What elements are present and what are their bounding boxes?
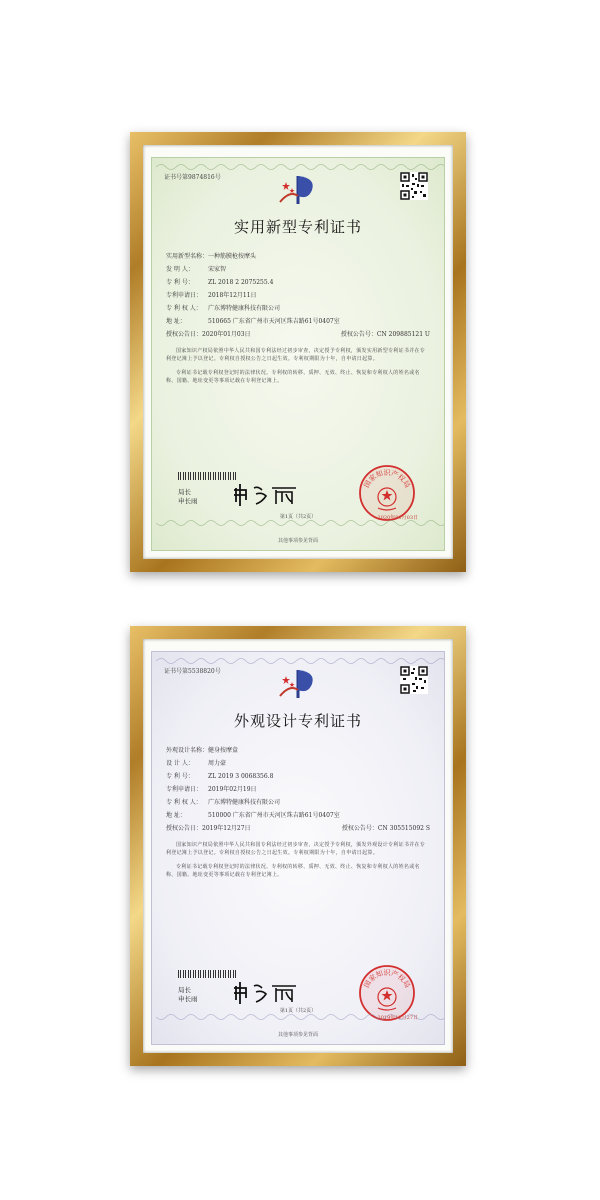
certificate-mat: [143, 145, 453, 559]
field-label: 设 计 人：: [166, 760, 194, 767]
field-value: 宋家智: [208, 266, 227, 273]
director-name: 申长雨: [178, 497, 198, 505]
field-label: 地 址：: [166, 318, 186, 325]
field-label: 专 利 号：: [166, 773, 194, 780]
field-row-address: [166, 809, 430, 822]
field-value: 周力豪: [208, 760, 227, 767]
field-row-patent-no: [166, 276, 430, 289]
auth-no-label: 授权公告号：: [341, 825, 378, 832]
field-row-authorization: [166, 822, 430, 835]
auth-no-value: CN 305515092 S: [377, 825, 430, 832]
certificate-paragraph-1: 国家知识产权局依照中华人民共和国专利法经过初步审查，决定授予专利权，颁发实用新型专利证书并在专利登记簿上予以登记。专利权自授权公告之日起生效。专利权期限为十年，自申请日起算。: [166, 348, 426, 362]
auth-no-label: 授权公告号：: [340, 331, 377, 338]
certificate-fields: [166, 744, 430, 879]
qr-code-icon: [400, 666, 428, 694]
director-block: [178, 488, 198, 506]
page-number: 第1页（共2页）: [279, 1008, 317, 1014]
certificate-frame-design: [130, 626, 466, 1066]
guilloche-border-top: [156, 656, 445, 666]
auth-no-group: [342, 822, 430, 835]
field-label: 专 利 号：: [166, 279, 194, 286]
field-label: 发 明 人：: [166, 266, 194, 273]
page-number: 第1页（共2页）: [279, 514, 317, 520]
field-row-filing-date: [166, 289, 430, 302]
seal-date: 2019年12月27日: [377, 1015, 418, 1021]
field-label: 专利申请日：: [166, 786, 203, 793]
field-row-patentee: [166, 302, 430, 315]
field-label: 专 利 权 人：: [166, 799, 202, 806]
certificate-number: 证书号第5538820号: [164, 668, 221, 675]
field-row-patent-no: [166, 770, 430, 783]
certificate-fields: [166, 250, 430, 385]
auth-date-label: 授权公告日：: [166, 331, 203, 338]
certificate-title: 外观设计专利证书: [233, 712, 362, 730]
field-label: 专 利 权 人：: [166, 305, 202, 312]
field-value: 2018年12月11日: [208, 292, 257, 299]
certificate-number: 证书号第9874816号: [164, 174, 221, 181]
director-title: 局长: [178, 986, 191, 994]
field-label: 地 址：: [166, 812, 186, 819]
director-title: 局长: [178, 488, 191, 496]
field-row-name: [166, 744, 430, 757]
field-value: 510000 广东省广州市天河区珠吉路61号0407室: [208, 812, 340, 819]
field-row-authorization: [166, 328, 430, 341]
field-value: 广东博特健康科技有限公司: [208, 799, 281, 806]
field-value: 健身按摩盒: [208, 747, 239, 754]
guilloche-border-bottom: [156, 1012, 445, 1022]
certificate-paragraph-2: 专利证书记载专利权登记时的法律状况。专利权的转移、质押、无效、终止、恢复和专利权人的姓名或名称、国籍、地址变更等事项记载在专利登记簿上。: [166, 370, 420, 384]
qr-code-icon: [400, 172, 428, 200]
auth-date-value: 2020年01月03日: [202, 331, 251, 338]
guilloche-border-bottom: [156, 518, 445, 528]
certificate-paper: [151, 651, 445, 1045]
auth-date-value: 2019年12月27日: [202, 825, 251, 832]
field-row-designer: [166, 757, 430, 770]
field-value: 广东博特健康科技有限公司: [208, 305, 281, 312]
certificate-frame-utility-model: [130, 132, 466, 572]
field-value: 2019年02月19日: [208, 786, 257, 793]
seal-text: 国家知识产权局: [362, 969, 412, 990]
certificate-title: 实用新型专利证书: [233, 218, 362, 236]
auth-no-group: [341, 328, 430, 341]
field-row-inventor: [166, 263, 430, 276]
auth-no-value: CN 209885121 U: [376, 331, 430, 338]
signature-icon: [232, 482, 302, 508]
field-label: 专利申请日：: [166, 292, 203, 299]
field-row-filing-date: [166, 783, 430, 796]
barcode-icon: [178, 970, 238, 978]
field-row-name: [166, 250, 430, 263]
back-note: 其他事项参见背面: [277, 1032, 318, 1038]
back-note: 其他事项参见背面: [277, 538, 318, 544]
field-value: ZL 2019 3 0068356.8: [208, 773, 274, 780]
field-label: 外观设计名称：: [166, 747, 209, 754]
certificate-paper: [151, 157, 445, 551]
certificate-paragraph-1: 国家知识产权局依照中华人民共和国专利法经过初步审查，决定授予专利权，颁发外观设计专利证书并在专利登记簿上予以登记。专利权自授权公告之日起生效。专利权期限为十年，自申请日起算。: [166, 842, 426, 856]
field-label: 实用新型名称：: [166, 253, 209, 260]
director-block: [178, 986, 198, 1004]
guilloche-border-top: [156, 162, 445, 172]
field-value: 510665 广东省广州市天河区珠吉路61号0407室: [208, 318, 340, 325]
field-row-patentee: [166, 796, 430, 809]
barcode-icon: [178, 472, 238, 480]
seal-text: 国家知识产权局: [362, 469, 412, 490]
director-name: 申长雨: [178, 995, 198, 1003]
seal-date: 2020年01月03日: [377, 515, 418, 521]
certificate-paragraph-2: 专利证书记载专利权登记时的法律状况。专利权的转移、质押、无效、终止、恢复和专利权人的姓名或名称、国籍、地址变更等事项记载在专利登记簿上。: [166, 864, 420, 878]
cnipa-logo-icon: [276, 172, 320, 208]
field-value: ZL 2018 2 2075255.4: [208, 279, 274, 286]
auth-date-group: [166, 328, 251, 341]
auth-date-group: [166, 822, 251, 835]
field-value: 一种筋膜枪按摩头: [208, 253, 257, 260]
signature-icon: [232, 980, 302, 1006]
cnipa-logo-icon: [276, 666, 320, 702]
field-row-address: [166, 315, 430, 328]
auth-date-label: 授权公告日：: [166, 825, 203, 832]
certificate-mat: [143, 639, 453, 1053]
